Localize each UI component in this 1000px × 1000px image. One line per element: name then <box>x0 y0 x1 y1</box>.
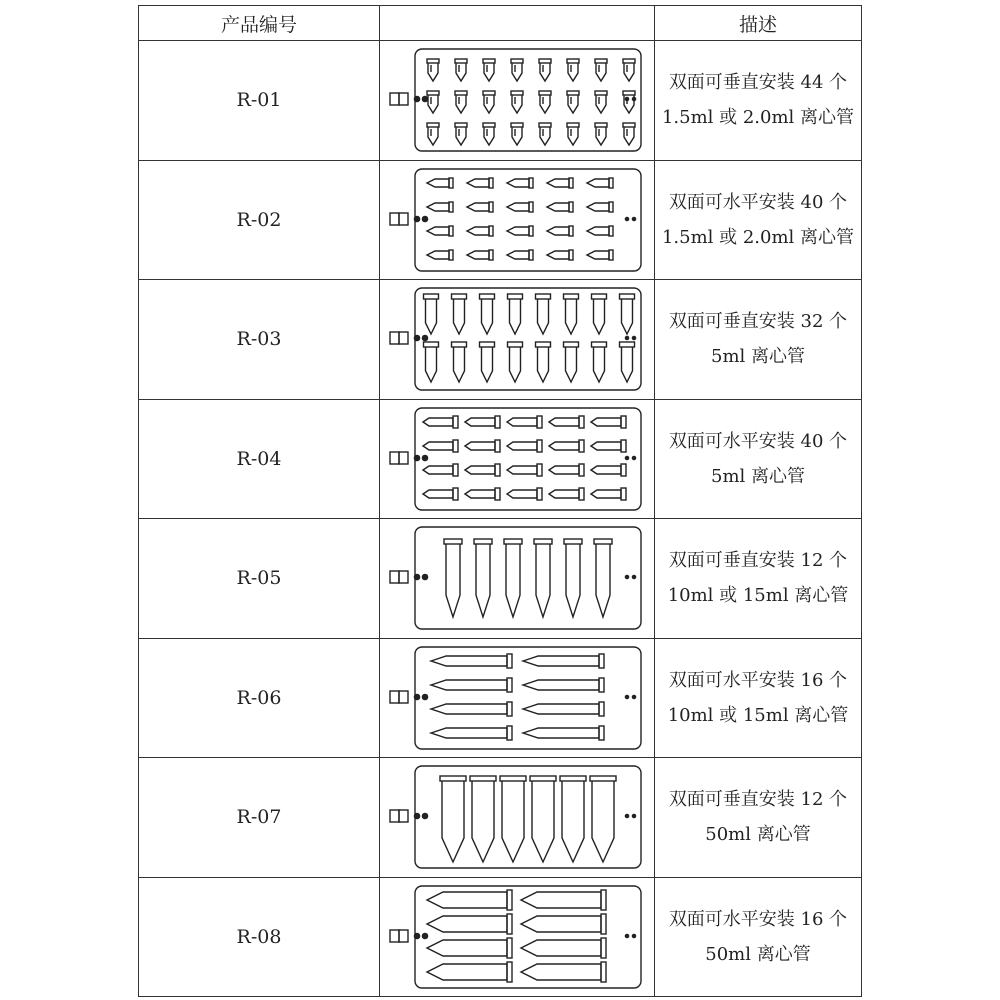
header-image <box>380 6 655 41</box>
header-product-code: 产品编号 <box>139 6 380 41</box>
product-description: 双面可水平安装 16 个 10ml 或 15ml 离心管 <box>655 638 862 758</box>
product-description: 双面可垂直安装 44 个 1.5ml 或 2.0ml 离心管 <box>655 41 862 161</box>
table-row <box>139 41 862 161</box>
product-description: 双面可水平安装 40 个 1.5ml 或 2.0ml 离心管 <box>655 160 862 280</box>
product-image <box>380 519 655 639</box>
rack-vertical-small-tubes-icon <box>387 45 647 155</box>
rack-horizontal-5ml-tubes-icon <box>387 404 647 514</box>
table-row <box>139 280 862 400</box>
product-code: R-04 <box>139 399 380 519</box>
rack-vertical-15ml-tubes-icon <box>387 523 647 633</box>
product-code: R-01 <box>139 41 380 161</box>
product-description: 双面可垂直安装 12 个 10ml 或 15ml 离心管 <box>655 519 862 639</box>
rack-horizontal-small-tubes-icon <box>387 165 647 275</box>
product-description: 双面可垂直安装 32 个 5ml 离心管 <box>655 280 862 400</box>
rack-horizontal-50ml-tubes-icon <box>387 882 647 992</box>
product-code: R-02 <box>139 160 380 280</box>
rack-vertical-5ml-tubes-icon <box>387 284 647 394</box>
product-description: 双面可水平安装 16 个 50ml 离心管 <box>655 877 862 997</box>
table-row <box>139 638 862 758</box>
product-image <box>380 280 655 400</box>
product-code: R-06 <box>139 638 380 758</box>
product-code: R-07 <box>139 758 380 878</box>
product-table <box>138 5 862 997</box>
table-row <box>139 160 862 280</box>
product-image <box>380 160 655 280</box>
header-description: 描述 <box>655 6 862 41</box>
product-image <box>380 638 655 758</box>
product-image <box>380 758 655 878</box>
rack-vertical-50ml-tubes-icon <box>387 762 647 872</box>
product-description: 双面可垂直安装 12 个 50ml 离心管 <box>655 758 862 878</box>
product-code: R-05 <box>139 519 380 639</box>
table-row <box>139 877 862 997</box>
product-image <box>380 399 655 519</box>
rack-horizontal-15ml-tubes-icon <box>387 643 647 753</box>
table-row <box>139 758 862 878</box>
product-image <box>380 41 655 161</box>
product-image <box>380 877 655 997</box>
product-description: 双面可水平安装 40 个 5ml 离心管 <box>655 399 862 519</box>
product-code: R-08 <box>139 877 380 997</box>
table-header-row <box>139 6 862 41</box>
product-code: R-03 <box>139 280 380 400</box>
table-row <box>139 399 862 519</box>
table-row <box>139 519 862 639</box>
